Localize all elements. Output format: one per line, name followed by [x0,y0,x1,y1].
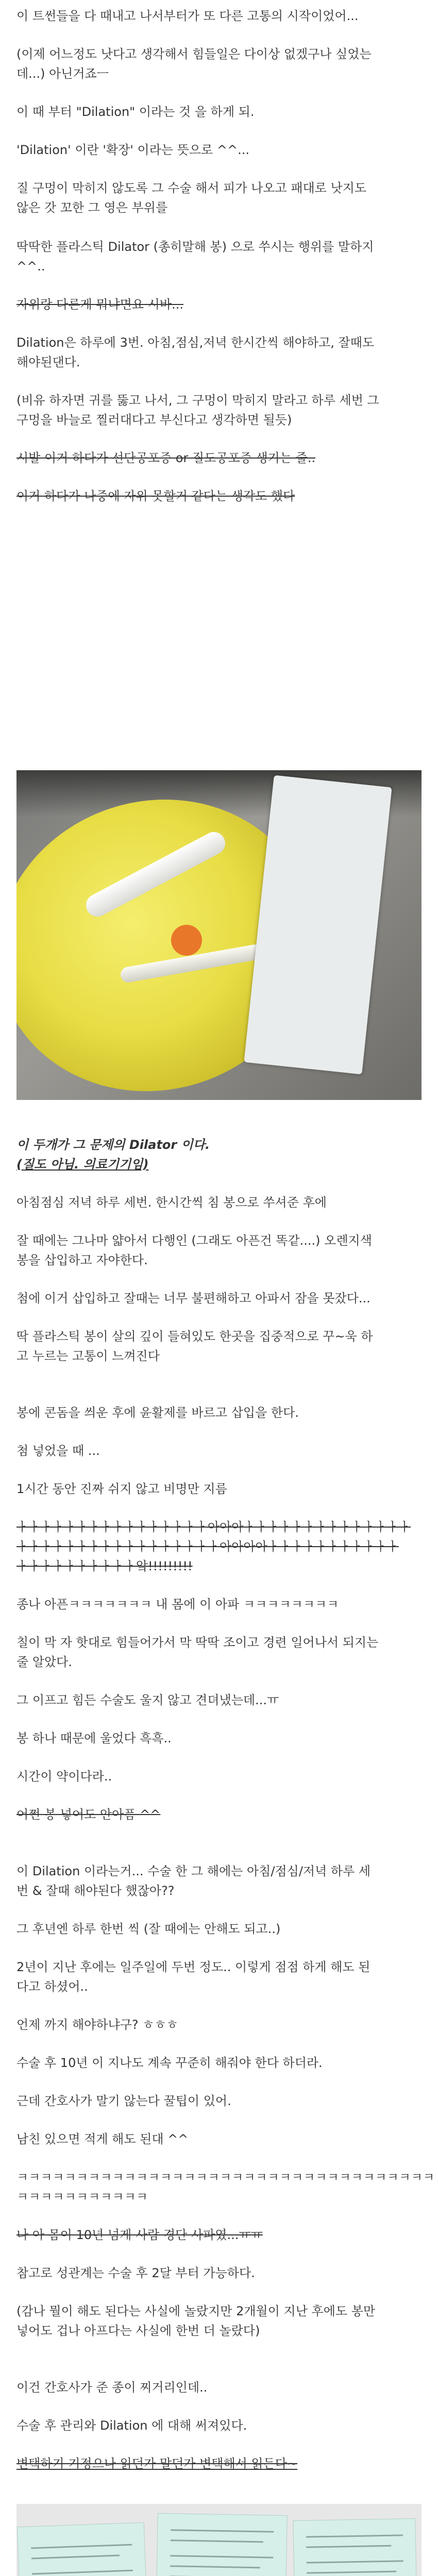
paragraph: 언제 까지 해야하냐구? ㅎㅎㅎ [16,2018,178,2032]
paragraph: 봉에 콘돔을 씌운 후에 윤활제를 바르고 삽입을 한다. [16,1405,299,1420]
paragraph: 봉을 삽입하고 자야한다. [16,1253,148,1267]
paragraph: 구멍을 바늘로 찔러대다고 부신다고 생각하면 될듯) [16,413,292,427]
paragraph: 봉 하나 때문에 울었다 흑흑.. [16,1731,172,1745]
paragraph: 첨 넣었을 때 ... [16,1444,100,1458]
paragraph: 질 구멍이 막히지 않도록 그 수술 해서 피가 나오고 패대로 낫지도 [16,181,367,195]
paragraph: 그 이프고 힘든 수술도 울지 않고 견뎌냈는데...ㅠ [16,1693,279,1707]
paragraph: 데...) 아닌거죠ㅡ [16,66,109,81]
paragraph: 'Dilation' 이란 '확장' 이라는 뜻으로 ^^... [16,143,249,157]
paragraph-strikethrough: 나 아 몸이 10년 넘게 사람 경단 사파였...ㅠㅠ [16,2228,263,2242]
paragraph: 수술 후 10년 이 지나도 계속 꾸준히 해줘야 한다 하더라. [16,2056,323,2070]
paragraph: 번 & 잘때 해야된다 했잖아?? [16,1884,175,1898]
paragraph: 그 후년엔 하루 한번 씩 (잘 때에는 안해도 되고..) [16,1922,281,1936]
paragraph: ㅋㅋㅋㅋㅋㅋㅋㅋㅋㅋㅋ [16,2190,148,2204]
paragraph: 아침점심 저녁 하루 세번. 한시간씩 침 봉으로 쑤셔준 후에 [16,1195,327,1210]
paragraph: 참고로 성관계는 수술 후 2달 부터 가능하다. [16,2266,255,2280]
paragraph: Dilation은 하루에 3번. 아침,점심,저녁 한시간씩 해야하고, 잘때도 [16,335,375,350]
paragraph-strikethrough: ㅏㅏㅏㅏㅏㅏㅏㅏㅏㅏ앜!!!!!!!!! [16,1559,193,1573]
paragraph-strikethrough: ㅏㅏㅏㅏㅏㅏㅏㅏㅏㅏㅏㅏㅏㅏㅏㅏㅏ아아아아ㅏㅏㅏㅏㅏㅏㅏㅏㅏㅏㅏ [16,1539,399,1554]
paragraph: 않은 갓 꼬한 그 영은 부위를 [16,200,168,215]
paragraph: 이 트썬들을 다 때내고 나서부터가 또 다른 고통의 시작이었어... [16,9,359,23]
paragraph: 시간이 약이다라.. [16,1769,112,1784]
paragraph: 줄 알았다. [16,1655,72,1669]
paragraph: 근데 간호사가 말기 않는다 꿀팁이 있어. [16,2094,231,2108]
photo-caption-note: (질도 아님. 의료기기임) [16,1157,149,1172]
paragraph: 수술 후 관리와 Dilation 에 대해 써져있다. [16,2418,247,2433]
paragraph: 이 때 부터 "Dilation" 이라는 것 을 하게 되. [16,105,255,119]
paragraph: 다고 하셨어.. [16,1979,88,1994]
paragraph: 종나 아픈ㅋㅋㅋㅋㅋㅋㅋ 내 몸에 이 아파 ㅋㅋㅋㅋㅋㅋㅋㅋ [16,1597,339,1612]
paragraph: 이건 간호사가 준 종이 찌거리인데.. [16,2380,208,2395]
dilator-photo [16,770,422,1100]
instruction-papers-photo [16,2504,422,2576]
paragraph-strikethrough: 변택하기 기정으나 읽던가 말던가 변택해서 읽든다~ [16,2456,298,2471]
paragraph-strikethrough: 시발 이거 하다가 선단공포증 or 질도공포증 생기는 줄.. [16,451,316,465]
paragraph: 첨에 이거 삽입하고 잘때는 너무 불편해하고 아파서 잠을 못잤다... [16,1291,370,1306]
paragraph: 1시간 동안 진짜 쉬지 않고 비명만 지름 [16,1482,227,1496]
paragraph: 해야된댄다. [16,355,80,369]
photo-caption: 이 두개가 그 문제의 Dilator 이다. [16,1138,210,1152]
paragraph: 넣어도 겁나 아프다는 사실에 한번 더 놀랐다) [16,2324,260,2338]
paragraph: 칠이 막 자 핫대로 힘들어가서 막 딱딱 조이고 경련 일어나서 되지는 [16,1635,379,1650]
paragraph-strikethrough: ㅏㅏㅏㅏㅏㅏㅏㅏㅏㅏㅏㅏㅏㅏㅏㅏ아아아ㅏㅏㅏㅏㅏㅏㅏㅏㅏㅏㅏㅏㅏㅏ [16,1520,411,1534]
paragraph: 딱 플라스틱 봉이 살의 깊이 들혀있도 한곳을 집중적으로 꾸~욱 하 [16,1329,373,1344]
paragraph-strikethrough: 어쩐 봉 넣어도 안아픔 ^^ [16,1807,161,1822]
paragraph: 이 Dilation 이라는거... 수술 한 그 해에는 아침/점심/저녁 하루 세 [16,1864,371,1878]
paragraph: ^^.. [16,259,45,274]
paragraph: (이제 어느정도 낫다고 생각해서 힘들일은 다이상 없겠구나 싶었는 [16,47,372,61]
paragraph: 고 누르는 고통이 느껴진다 [16,1349,160,1363]
paragraph: 잘 때에는 그나마 얇아서 다행인 (그래도 아픈건 똑같....) 오렌지색 [16,1233,372,1248]
paragraph: (비유 하자면 귀를 뚫고 나서, 그 구멍이 막히지 말라고 하루 세번 그 [16,393,379,408]
paragraph: ㅋㅋㅋㅋㅋㅋㅋㅋㅋㅋㅋㅋㅋㅋㅋㅋㅋㅋㅋㅋㅋㅋㅋㅋㅋㅋㅋㅋㅋㅋㅋㅋㅋㅋㅋ [16,2170,435,2184]
paragraph: 2년이 지난 후에는 일주일에 두번 정도.. 이렇게 점점 하게 해도 된 [16,1960,370,1974]
paragraph-strikethrough: 이거 하다가 나중에 자위 못할거 같다는 생각도 했다 [16,489,295,503]
paragraph: 남친 있으면 적게 해도 된대 ^^ [16,2132,189,2146]
paragraph: (감나 뭘이 해도 된다는 사실에 놀랐지만 2개월이 지난 후에도 봉만 [16,2304,376,2318]
paragraph-strikethrough: 자위랑 다른게 뭐냐면요 시바... [16,297,183,312]
paragraph: 딱딱한 플라스틱 Dilator (총히말해 봉) 으로 쑤시는 행위를 말하지 [16,240,374,254]
